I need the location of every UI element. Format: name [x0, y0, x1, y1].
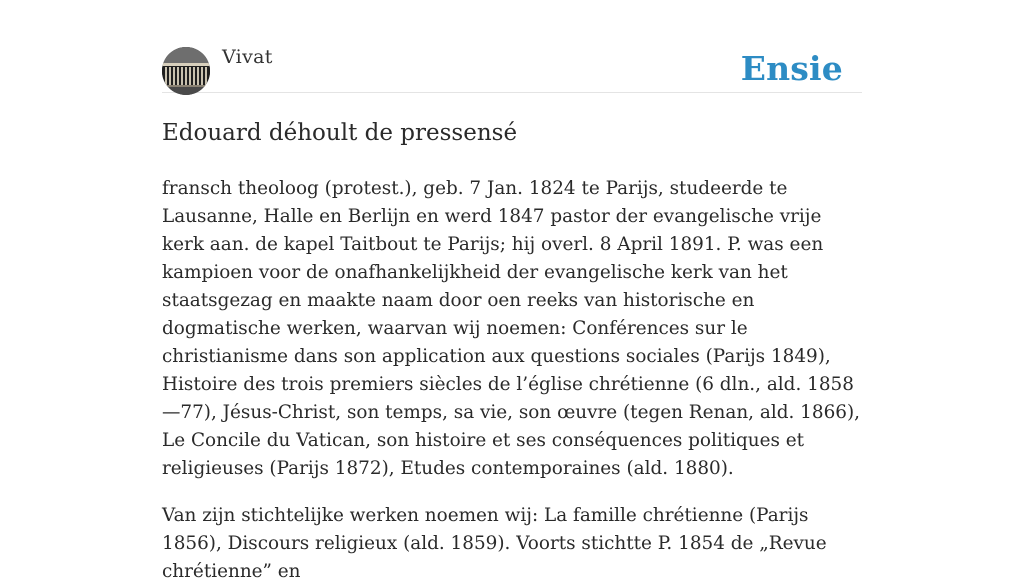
- avatar[interactable]: [162, 47, 210, 95]
- page-title: Edouard déhoult de pressensé: [162, 120, 518, 146]
- article-page: [162, 0, 862, 586]
- article-paragraph: fransch theoloog (protest.), geb. 7 Jan. 1824 te Parijs, studeerde te Lausanne, Halle en Berlijn en werd 1847 pastor der evangelische vrije kerk aan. de kapel Taitbout te Parijs; hij overl. 8 April 1891. P. was een kampioen voor de onafhankelijkheid der evangelische kerk van het staatsgezag en maakte naam door oen reeks van historische en dogmatische werken, waarvan wij noemen: Conférences sur le christianisme dans son application aux questions sociales (Parijs 1849), Histoire des trois premiers siècles de l’église chrétienne (6 dln., ald. 1858—77), Jésus-Christ, son temps, sa vie, son œuvre (tegen Renan, ald. 1866), Le Concile du Vatican, son histoire et ses conséquences politiques et religieuses (Parijs 1872), Etudes contemporaines (ald. 1880).: [162, 178, 861, 479]
- library-shelves-icon: [162, 47, 210, 95]
- author-name[interactable]: Vivat: [222, 46, 273, 68]
- header: [162, 0, 862, 93]
- article-paragraph: Van zijn stichtelijke werken noemen wij: La famille chrétienne (Parijs 1856), Discours religieux (ald. 1859). Voorts stichtte P. 1854 de „Revue chrétienne” en: [162, 505, 827, 582]
- brand-logo[interactable]: Ensie: [740, 49, 843, 88]
